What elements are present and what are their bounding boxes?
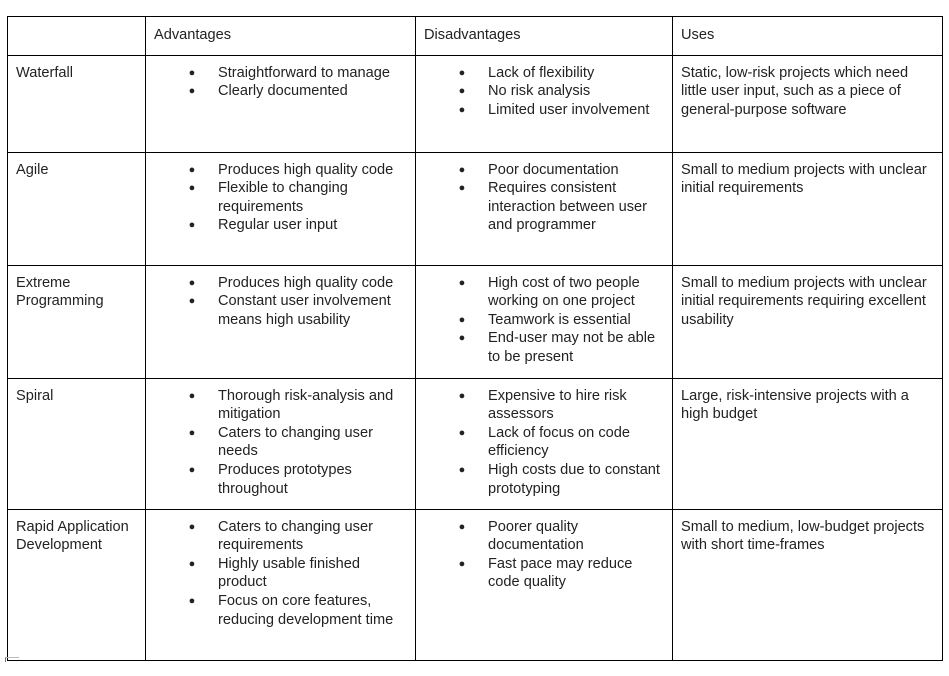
bullet-icon: ● [458, 103, 466, 116]
list-item: ● Limited user involvement [458, 101, 650, 118]
bullet-icon: ● [458, 313, 466, 326]
list-item: ● Constant user involvement means high usability [188, 293, 391, 328]
corner-mark [5, 657, 19, 662]
table-row [8, 378, 943, 509]
header-row [8, 17, 943, 56]
row-label-rapid-application-development: Rapid Application Development [8, 509, 146, 660]
advantages-cell [146, 152, 416, 265]
bullet-icon: ● [188, 85, 196, 98]
list-item: ● Caters to changing user needs [188, 424, 373, 460]
header-cell-disadvantages: Disadvantages [416, 17, 673, 56]
row-label-agile: Agile [8, 152, 146, 265]
bullet-icon: ● [458, 389, 466, 402]
methodology-comparison-table [7, 16, 943, 661]
list-item: ● Straightforward to manage [188, 64, 390, 81]
list-item: ● End-user may not be able to be present [458, 330, 656, 365]
table-row [8, 55, 943, 152]
bullet-icon: ● [188, 389, 196, 402]
disadvantages-cell [416, 152, 673, 265]
list-item: ● Produces prototypes throughout [188, 461, 352, 497]
bullet-icon: ● [188, 557, 196, 570]
uses-cell: Large, risk-intensive projects with a high budget [673, 378, 943, 509]
list-item: ● High costs due to constant prototyping [458, 461, 660, 497]
advantages-cell [146, 55, 416, 152]
bullet-icon: ● [188, 520, 196, 533]
bullet-icon: ● [458, 463, 466, 476]
bullet-icon: ● [188, 182, 196, 195]
bullet-icon: ● [458, 66, 466, 79]
disadvantages-cell [416, 55, 673, 152]
list-item: ● Clearly documented [188, 83, 348, 100]
list-item: ● No risk analysis [458, 83, 591, 100]
list-item: ● Regular user input [188, 217, 338, 234]
uses-cell: Static, low-risk projects which need little user input, such as a piece of general-purpose software [673, 55, 943, 152]
list-item: ● Expensive to hire risk assessors [458, 387, 627, 423]
advantages-cell [146, 378, 416, 509]
list-item: ● Lack of focus on code efficiency [458, 424, 630, 460]
list-item: ● Poor documentation [458, 161, 619, 178]
row-label-spiral: Spiral [8, 378, 146, 509]
advantages-cell [146, 265, 416, 378]
list-item: ● Requires consistent interaction between user and programmer [458, 180, 648, 234]
uses-cell: Small to medium projects with unclear initial requirements requiring excellent usability [673, 265, 943, 378]
row-label-extreme-programming: Extreme Programming [8, 265, 146, 378]
header-cell-advantages: Advantages [146, 17, 416, 56]
bullet-icon: ● [458, 520, 466, 533]
list-item: ● High cost of two people working on one project [458, 274, 640, 310]
list-item: ● Caters to changing user requirements [188, 518, 373, 554]
list-item: ● Poorer quality documentation [458, 518, 584, 554]
bullet-icon: ● [188, 66, 196, 79]
bullet-icon: ● [458, 85, 466, 98]
header-cell-empty [8, 17, 146, 56]
list-item: ● Focus on core features, reducing development time [188, 592, 394, 628]
row-label-waterfall: Waterfall [8, 55, 146, 152]
bullet-icon: ● [458, 163, 466, 176]
bullet-icon: ● [188, 219, 196, 232]
list-item: ● Fast pace may reduce code quality [458, 555, 633, 591]
disadvantages-cell [416, 378, 673, 509]
uses-cell: Small to medium projects with unclear initial requirements [673, 152, 943, 265]
bullet-icon: ● [188, 463, 196, 476]
bullet-icon: ● [188, 163, 196, 176]
list-item: ● Produces high quality code [188, 161, 394, 178]
bullet-icon: ● [458, 182, 466, 195]
disadvantages-cell [416, 265, 673, 378]
bullet-icon: ● [458, 276, 466, 289]
list-item: ● Flexible to changing requirements [188, 180, 348, 215]
list-item: ● Produces high quality code [188, 274, 394, 291]
list-item: ● Lack of flexibility [458, 64, 595, 81]
list-item: ● Teamwork is essential [458, 311, 631, 328]
bullet-icon: ● [188, 276, 196, 289]
bullet-icon: ● [458, 426, 466, 439]
list-item: ● Highly usable finished product [188, 555, 360, 591]
table-row [8, 509, 943, 660]
table-row [8, 152, 943, 265]
disadvantages-cell [416, 509, 673, 660]
uses-cell: Small to medium, low-budget projects with short time-frames [673, 509, 943, 660]
advantages-cell [146, 509, 416, 660]
bullet-icon: ● [188, 594, 196, 607]
bullet-icon: ● [458, 332, 466, 345]
table-row [8, 265, 943, 378]
header-cell-uses: Uses [673, 17, 943, 56]
bullet-icon: ● [188, 426, 196, 439]
bullet-icon: ● [188, 295, 196, 308]
bullet-icon: ● [458, 557, 466, 570]
list-item: ● Thorough risk-analysis and mitigation [188, 387, 394, 423]
